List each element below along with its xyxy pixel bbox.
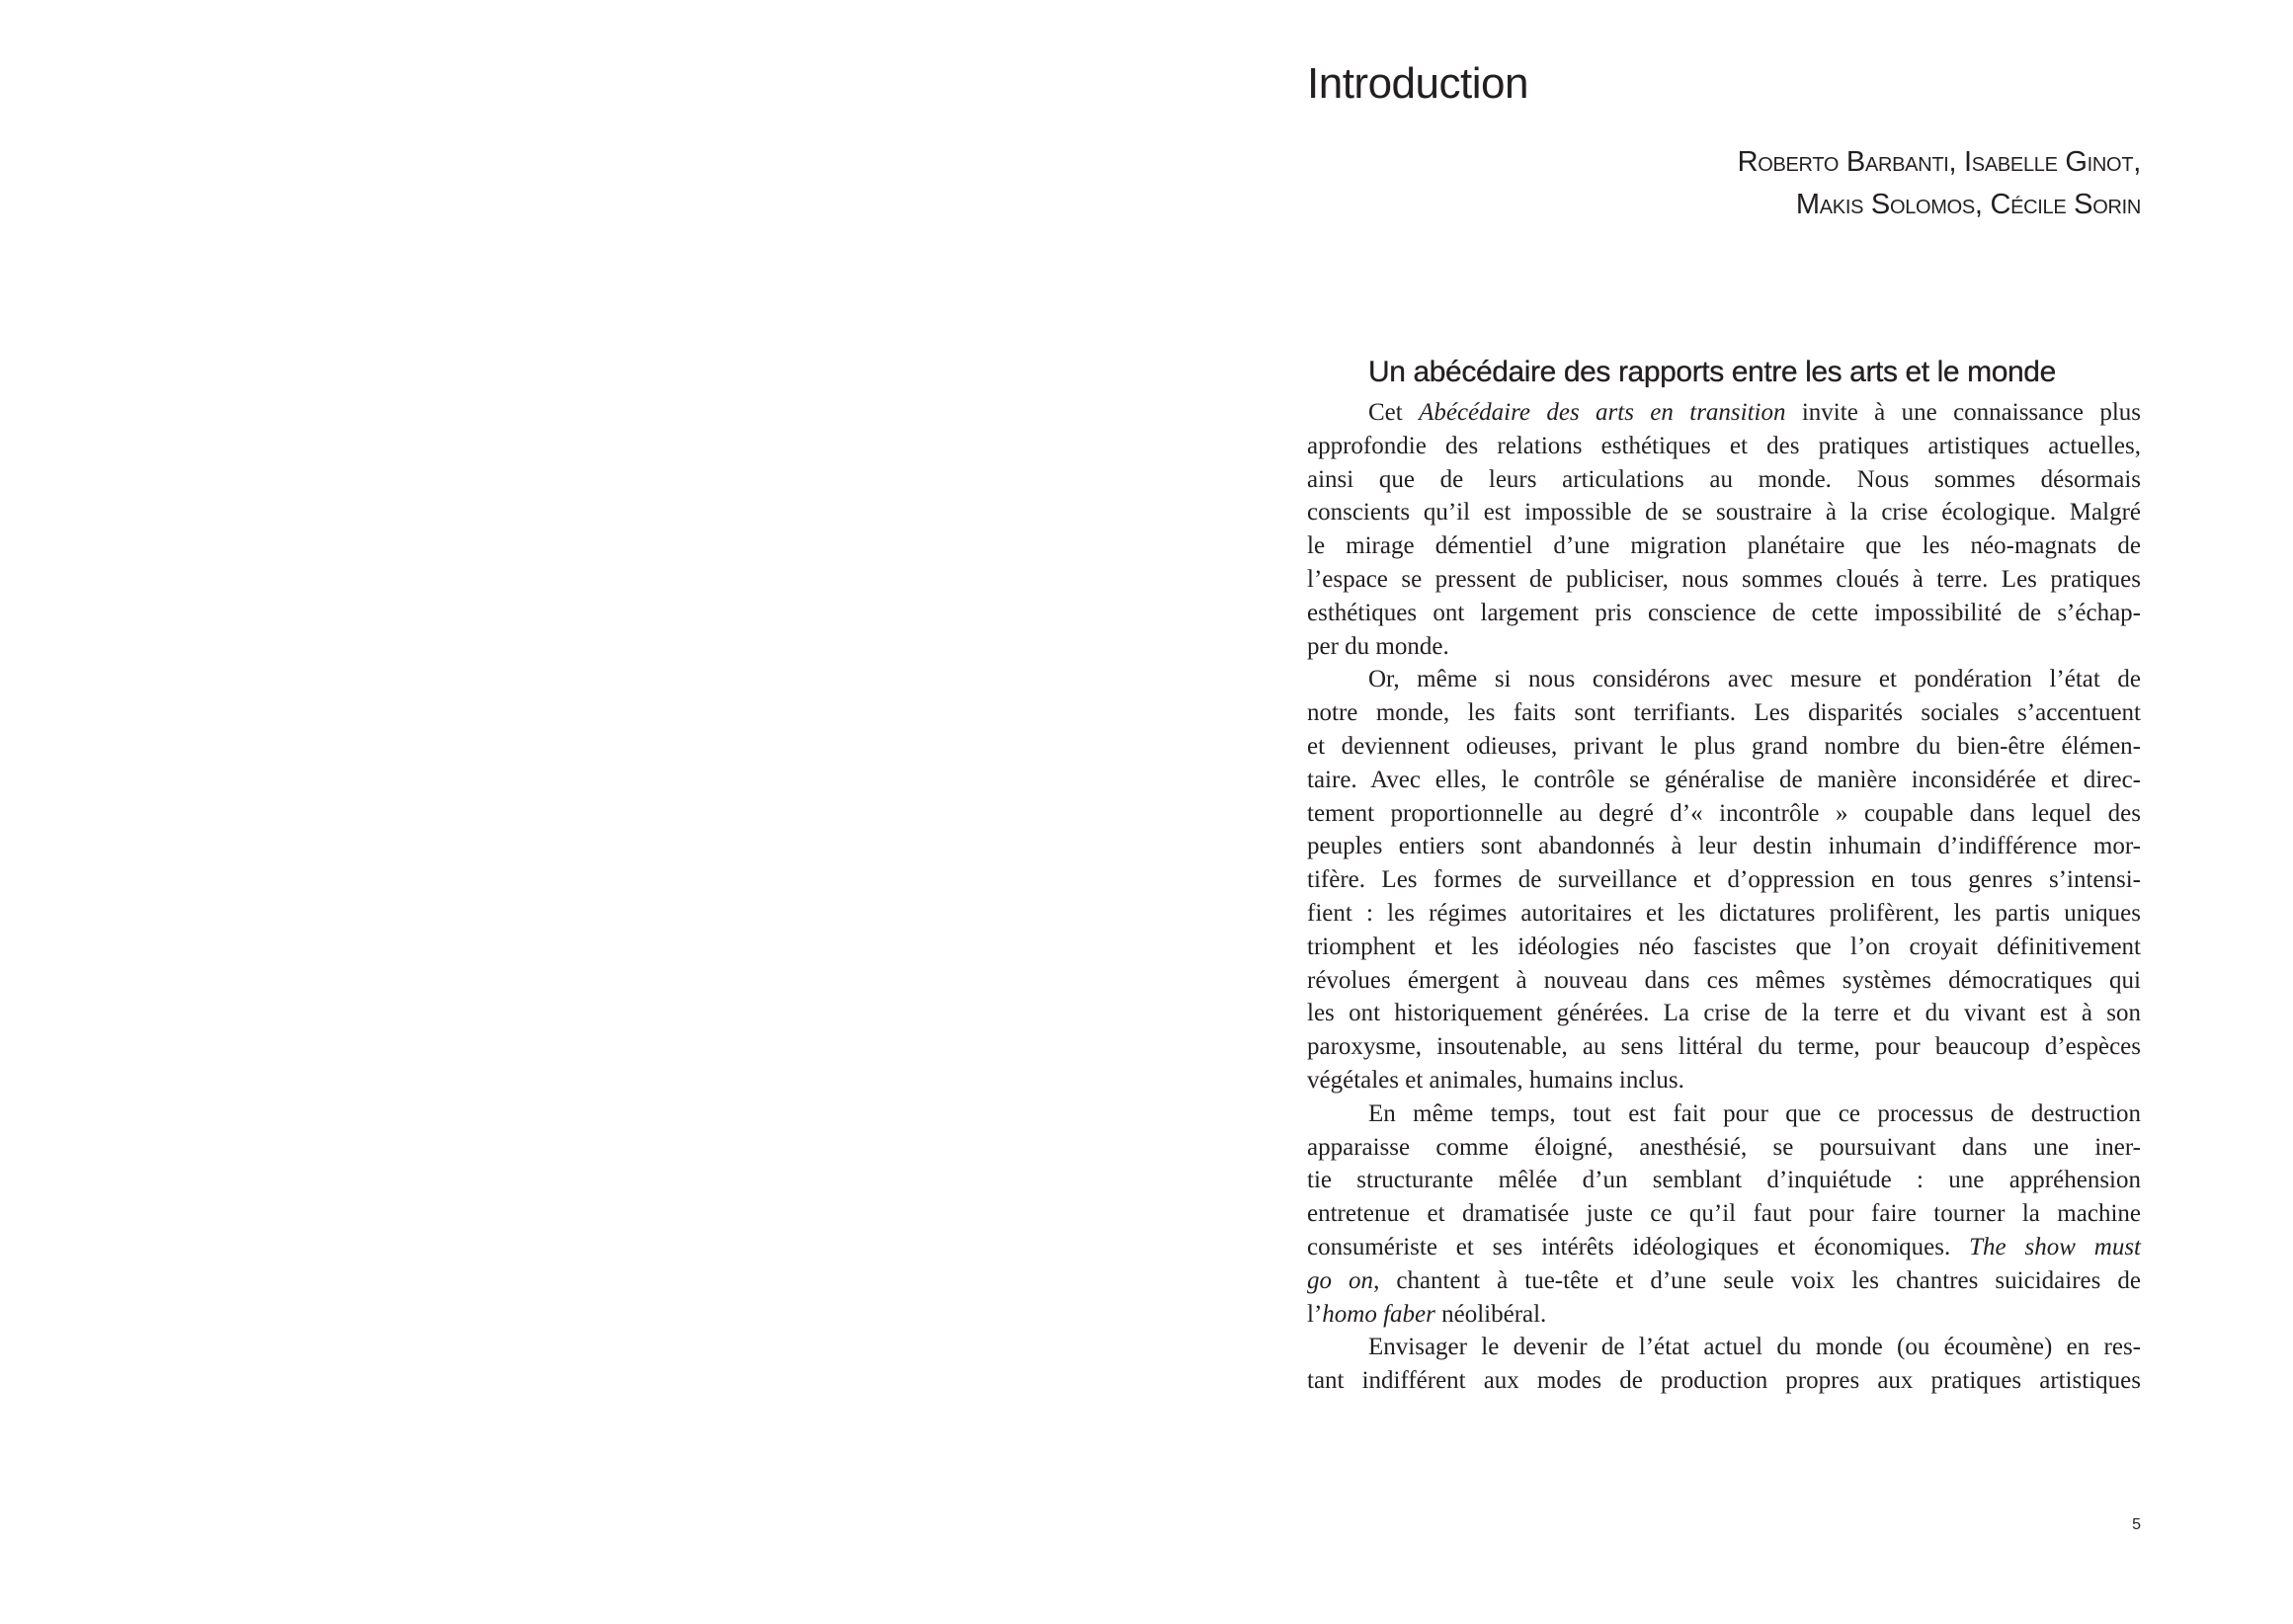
text-segment: peuples entiers sont abandonnés à leur destin inhumain d’indifférence mor-	[1307, 833, 2141, 860]
text-line	[1307, 597, 2141, 630]
text-line	[1307, 931, 2141, 964]
text-line	[1307, 396, 2141, 430]
text-segment: conscients qu’il est impossible de se soustraire à la crise écologique. Malgré	[1307, 499, 2141, 527]
text-line	[1307, 1097, 2141, 1131]
paragraph	[1307, 396, 2141, 663]
text-line	[1307, 730, 2141, 764]
chapter-title: Introduction	[1307, 59, 1528, 108]
text-line	[1307, 696, 2141, 730]
authors-line: Roberto Barbanti, Isabelle Ginot,	[1737, 146, 2141, 178]
text-line	[1307, 529, 2141, 563]
text-segment: triomphent et les idéologies néo fascistes que l’on croyait définitivement	[1307, 933, 2141, 960]
text-line	[1307, 1131, 2141, 1165]
italic-text: go on	[1307, 1266, 1374, 1294]
section-heading: Un abécédaire des rapports entre les arts et le monde	[1368, 356, 2056, 388]
text-line	[1307, 764, 2141, 797]
text-segment: ainsi que de leurs articulations au monde. Nous sommes désormais	[1307, 465, 2141, 493]
text-segment: , chantent à tue-tête et d’une seule voix les chantres suicidaires de	[1373, 1266, 2141, 1294]
text-segment: révolues émergent à nouveau dans ces mêmes systèmes démocratiques qui	[1307, 966, 2141, 994]
text-line	[1307, 496, 2141, 529]
text-line	[1307, 1164, 2141, 1197]
text-line	[1307, 1264, 2141, 1298]
text-segment: fient : les régimes autoritaires et les dictatures prolifèrent, les partis uniques	[1307, 899, 2141, 927]
text-segment: apparaisse comme éloigné, anesthésié, se poursuivant dans une iner-	[1307, 1133, 2141, 1161]
text-segment: consumériste et ses intérêts idéologiques et économiques.	[1307, 1233, 1970, 1260]
paragraph	[1307, 663, 2141, 1096]
text-segment: et deviennent odieuses, privant le plus grand nombre du bien-être élémen-	[1307, 732, 2141, 760]
text-segment: tifère. Les formes de surveillance et d’oppression en tous genres s’intensi-	[1307, 866, 2141, 894]
text-line	[1307, 563, 2141, 597]
text-segment: les ont historiquement générées. La crise de la terre et du vivant est à son	[1307, 1000, 2141, 1027]
body-text	[1307, 396, 2141, 1398]
text-line	[1307, 1030, 2141, 1064]
text-line	[1307, 430, 2141, 463]
text-line	[1307, 1231, 2141, 1264]
italic-text: homo faber	[1322, 1300, 1435, 1328]
text-segment: tant indifférent aux modes de production propres aux pratiques artistiques	[1307, 1367, 2141, 1395]
text-line	[1307, 663, 2141, 696]
text-line	[1307, 463, 2141, 497]
text-line	[1307, 630, 2141, 664]
text-line	[1307, 1197, 2141, 1231]
text-segment: le mirage démentiel d’une migration planétaire que les néo-magnats de	[1307, 532, 2141, 560]
authors-line: Makis Solomos, Cécile Sorin	[1795, 189, 2141, 220]
text-line	[1307, 997, 2141, 1030]
text-segment: Or, même si nous considérons avec mesure et pondération l’état de	[1368, 666, 2141, 693]
text-line	[1307, 1364, 2141, 1398]
paragraph	[1307, 1331, 2141, 1398]
text-segment: tement proportionnelle au degré d’« incontrôle » coupable dans lequel des	[1307, 799, 2141, 827]
text-segment: Envisager le devenir de l’état actuel du monde (ou écoumène) en res-	[1368, 1334, 2141, 1361]
text-line	[1307, 1331, 2141, 1364]
text-segment: entretenue et dramatisée juste ce qu’il faut pour faire tourner la machine	[1307, 1200, 2141, 1228]
text-segment: l’	[1307, 1300, 1323, 1328]
paragraph	[1307, 1097, 2141, 1332]
text-segment: l’espace se pressent de publiciser, nous sommes cloués à terre. Les pratiques	[1307, 565, 2141, 593]
page-number: 5	[2132, 1516, 2141, 1533]
italic-text: Abécédaire des arts en transition	[1419, 399, 1786, 426]
text-segment: Cet	[1368, 399, 1420, 426]
authors-block	[1738, 141, 2141, 226]
text-line	[1307, 897, 2141, 931]
italic-text: The show must	[1969, 1233, 2141, 1260]
text-segment: invite à une connaissance plus	[1785, 399, 2141, 426]
text-segment: approfondie des relations esthétiques et des pratiques artistiques actuelles,	[1307, 432, 2141, 459]
text-line	[1307, 964, 2141, 998]
text-line	[1307, 797, 2141, 831]
text-segment: esthétiques ont largement pris conscience de cette impossibilité de s’échap-	[1307, 599, 2141, 626]
text-line	[1307, 1298, 2141, 1332]
text-line	[1307, 830, 2141, 863]
text-segment: néolibéral.	[1434, 1300, 1547, 1328]
text-line	[1307, 1064, 2141, 1097]
text-segment: En même temps, tout est fait pour que ce processus de destruction	[1368, 1099, 2141, 1127]
text-segment: tie structurante mêlée d’un semblant d’inquiétude : une appréhension	[1307, 1167, 2141, 1194]
text-segment: taire. Avec elles, le contrôle se généralise de manière inconsidérée et direc-	[1307, 766, 2141, 793]
text-segment: notre monde, les faits sont terrifiants. Les disparités sociales s’accentuent	[1307, 699, 2141, 727]
text-segment: paroxysme, insoutenable, au sens littéral du terme, pour beaucoup d’espèces	[1307, 1033, 2141, 1061]
text-line	[1307, 863, 2141, 897]
text-segment: per du monde.	[1307, 632, 1449, 660]
text-segment: végétales et animales, humains inclus.	[1307, 1066, 1684, 1094]
